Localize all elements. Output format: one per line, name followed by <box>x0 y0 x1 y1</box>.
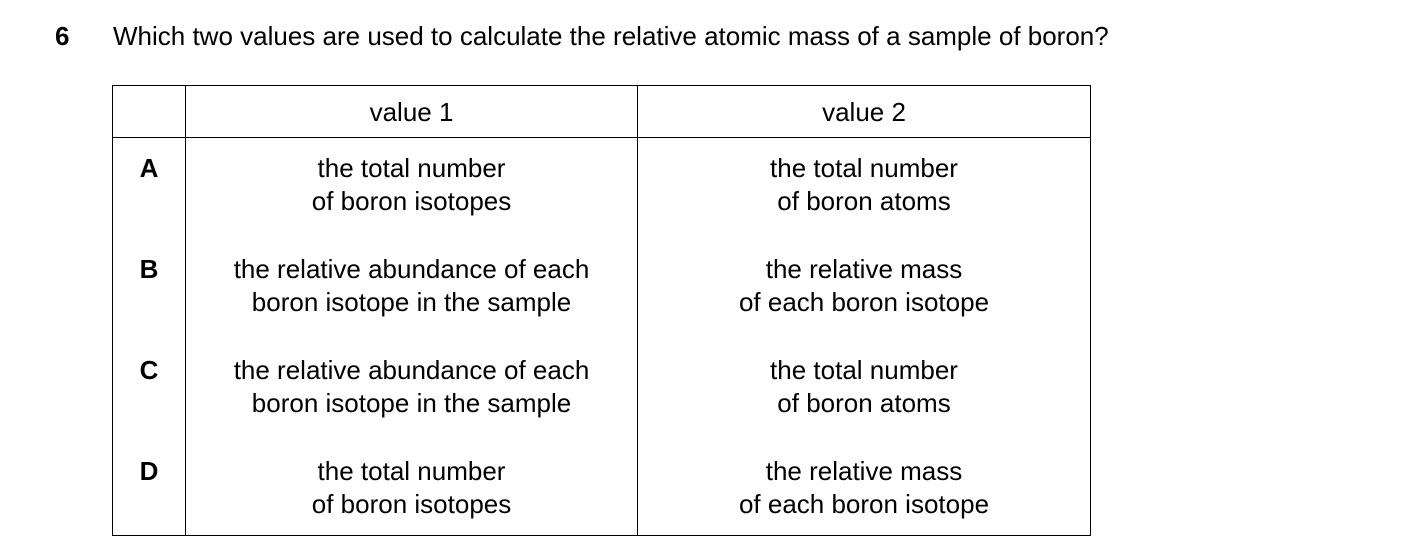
text-line: the relative mass <box>765 456 963 486</box>
option-value-2 <box>638 442 1091 536</box>
option-letter: D <box>113 442 186 536</box>
text-line: the total number <box>770 355 958 385</box>
text-line: of each boron isotope <box>738 489 990 519</box>
question-number: 6 <box>55 21 70 51</box>
text-line: the relative abundance of each <box>233 355 590 385</box>
text-line: the total number <box>770 153 958 183</box>
option-value-2 <box>638 138 1091 241</box>
header-value-2: value 2 <box>638 86 1091 138</box>
option-row-c <box>113 341 1091 442</box>
text-line: of boron atoms <box>777 186 951 216</box>
header-letter <box>113 86 186 138</box>
text-line: the total number <box>317 153 506 183</box>
text-line: the relative abundance of each <box>233 254 590 284</box>
text-line: of boron isotopes <box>311 186 512 216</box>
answer-options-table <box>112 85 1091 536</box>
option-value-1 <box>186 341 638 442</box>
text-line: boron isotope in the sample <box>251 287 572 317</box>
option-letter: A <box>113 138 186 241</box>
option-value-1 <box>186 442 638 536</box>
option-value-1 <box>186 240 638 341</box>
option-value-2 <box>638 240 1091 341</box>
text-line: of each boron isotope <box>738 287 990 317</box>
option-value-2 <box>638 341 1091 442</box>
text-line: boron isotope in the sample <box>251 388 572 418</box>
option-row-a <box>113 138 1091 241</box>
text-line: the relative mass <box>765 254 963 284</box>
text-line: of boron isotopes <box>311 489 512 519</box>
question-text: Which two values are used to calculate the relative atomic mass of a sample of boron? <box>113 21 1109 51</box>
text-line: the total number <box>317 456 506 486</box>
table-header-row <box>113 86 1091 138</box>
text-line: of boron atoms <box>777 388 951 418</box>
option-letter: C <box>113 341 186 442</box>
option-value-1 <box>186 138 638 241</box>
header-value-1: value 1 <box>186 86 638 138</box>
option-letter: B <box>113 240 186 341</box>
option-row-d <box>113 442 1091 536</box>
option-row-b <box>113 240 1091 341</box>
